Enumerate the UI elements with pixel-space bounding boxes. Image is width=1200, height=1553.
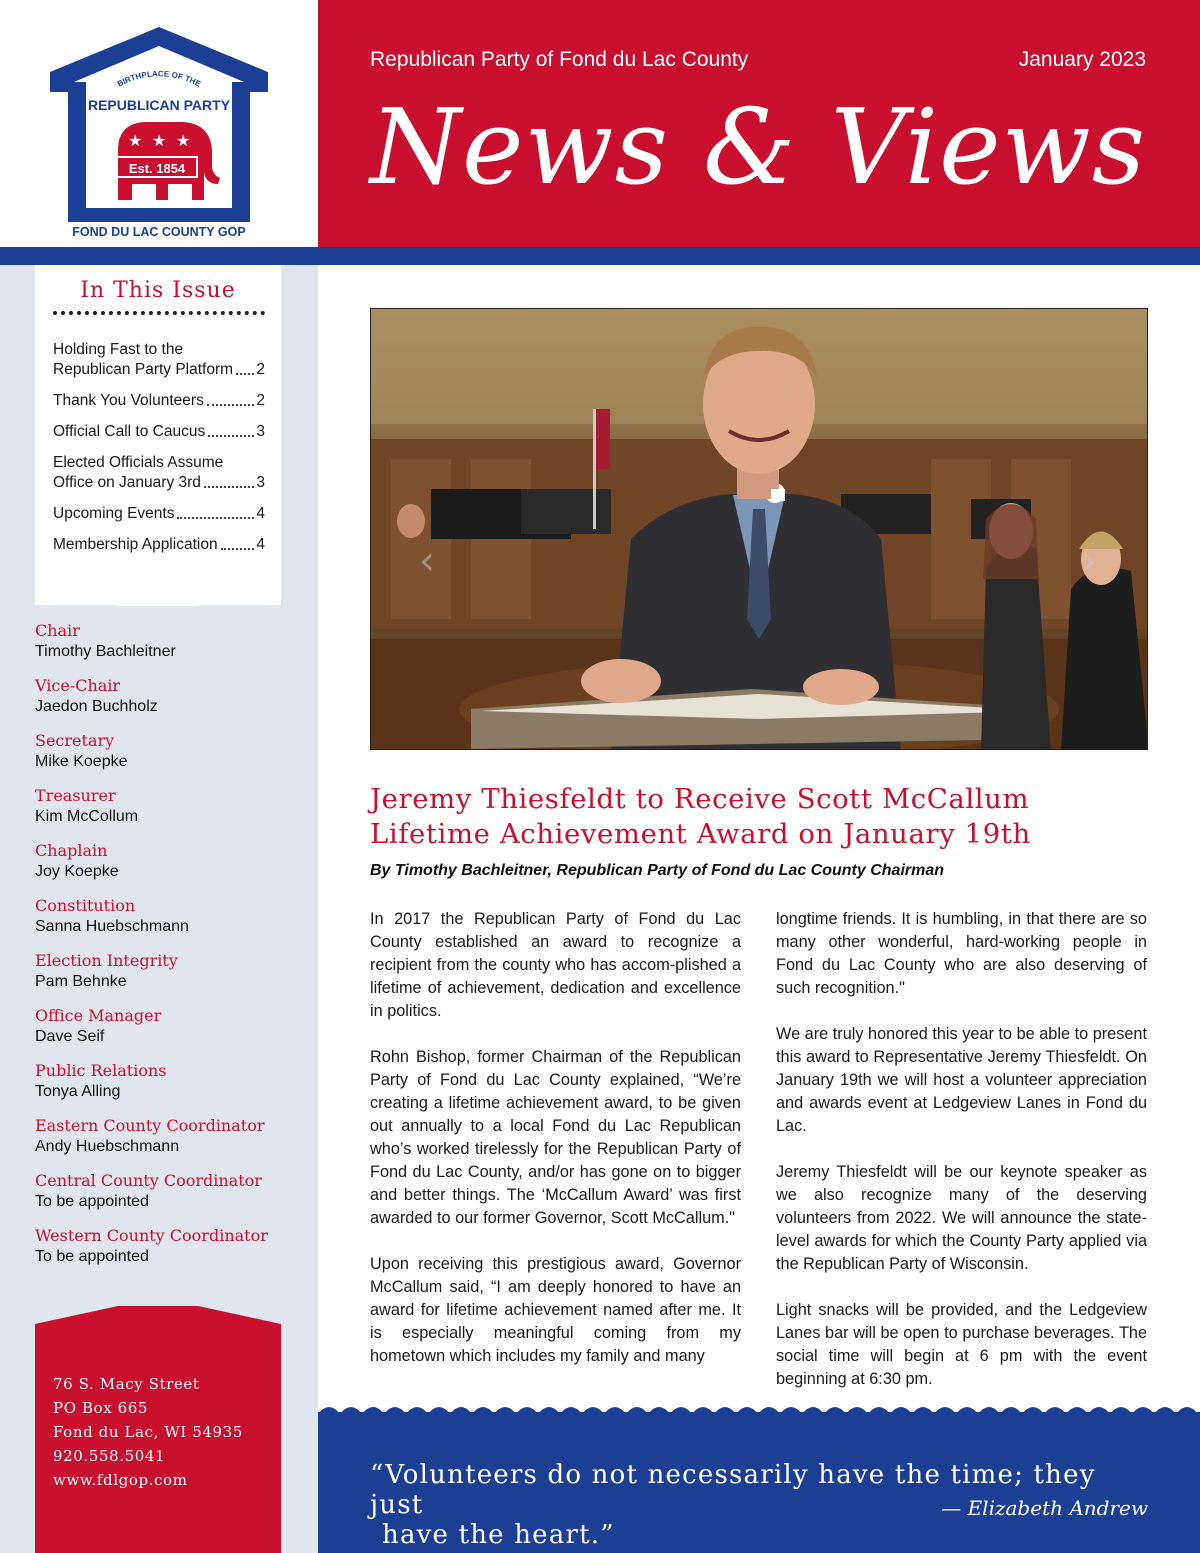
toc-item-title: Thank You Volunteers [53, 392, 204, 409]
officer-entry [35, 675, 305, 718]
logo-party: REPUBLICAN PARTY [87, 97, 231, 113]
photo-illustration [371, 309, 1148, 750]
toc-item-line1: Holding Fast to the [53, 341, 184, 358]
header-divider [0, 247, 1200, 265]
toc-item[interactable] [53, 422, 265, 442]
toc-item-title: Membership Application [53, 536, 218, 553]
officer-entry [35, 950, 305, 993]
officer-name: Dave Seif [35, 1028, 105, 1045]
officer-name: Pam Behnke [35, 973, 127, 990]
officer-entry [35, 840, 305, 883]
contact-street: 76 S. Macy Street [53, 1375, 200, 1393]
article-photo [370, 308, 1148, 750]
paragraph: We are truly honored this year to be able to present this award to Representative Jeremy Thiesfeldt. On January 19th we will host a volunteer appreciation and awards event at Ledgeview Lanes in Fond du Lac. [776, 1025, 1147, 1135]
toc-item-page: 3 [256, 423, 265, 440]
contact-info [53, 1372, 243, 1492]
officer-list [35, 620, 305, 1280]
headline-line-2: Lifetime Achievement Award on January 19th [370, 818, 1031, 850]
officer-entry [35, 1115, 305, 1158]
paragraph: Light snacks will be provided, and the Ledgeview Lanes bar will be open to purchase beverages. The social time will begin at 6 pm with the event beginning at 6:30 pm. [776, 1301, 1147, 1388]
paragraph: In 2017 the Republican Party of Fond du Lac County established an award to recognize a recipient from the county who has accom-plished a lifetime of achievement, dedication and excellence in politics. [370, 910, 741, 1020]
officer-entry [35, 1005, 305, 1048]
logo-org-name: FOND DU LAC COUNTY GOP [72, 225, 246, 239]
contact-city: Fond du Lac, WI 54935 [53, 1423, 243, 1441]
gop-logo [0, 0, 318, 247]
paragraph: Upon receiving this prestigious award, Governor McCallum said, “I am deeply honored to have an award for lifetime achievement named after me. It is especially meaningful coming from my hometown which includes my family and many [370, 1255, 741, 1365]
article-byline: By Timothy Bachleitner, Republican Party of Fond du Lac County Chairman [370, 862, 945, 879]
toc-item-page: 4 [256, 505, 265, 522]
officer-role: Eastern County Coordinator [35, 1116, 265, 1135]
officer-entry [35, 1060, 305, 1103]
officer-entry [35, 895, 305, 938]
officer-entry [35, 730, 305, 773]
quote-line-2: have the heart.” [382, 1520, 615, 1550]
officer-role: Vice-Chair [35, 676, 121, 695]
wave-border [318, 1400, 1200, 1426]
header-org: Republican Party of Fond du Lac County [370, 48, 749, 71]
toc-item[interactable] [53, 391, 265, 411]
officer-name: Sanna Huebschmann [35, 918, 189, 935]
article-column-2 [776, 908, 1147, 1414]
toc-item[interactable] [53, 453, 265, 493]
logo-area [0, 0, 318, 247]
svg-text:★: ★ [128, 131, 143, 150]
officer-role: Public Relations [35, 1061, 167, 1080]
contact-website[interactable]: www.fdlgop.com [53, 1471, 188, 1489]
quote-author: — Elizabeth Andrew [941, 1496, 1148, 1520]
officer-role: Chair [35, 621, 80, 640]
contact-po-box: PO Box 665 [53, 1399, 149, 1417]
toc-item[interactable] [53, 535, 265, 555]
toc-item-page: 3 [256, 474, 265, 491]
officer-name: To be appointed [35, 1193, 149, 1210]
contact-phone[interactable]: 920.558.5041 [53, 1447, 166, 1465]
chevron-right-icon[interactable]: › [1081, 538, 1097, 584]
toc-item-page: 4 [256, 536, 265, 553]
toc-item-title: Official Call to Caucus [53, 423, 206, 440]
headline-line-1: Jeremy Thiesfeldt to Receive Scott McCallum [370, 783, 1030, 815]
svg-text:★: ★ [176, 131, 191, 150]
toc-item[interactable] [53, 504, 265, 524]
officer-name: Timothy Bachleitner [35, 643, 176, 660]
newsletter-title: News & Views [370, 86, 1147, 208]
paragraph: Jeremy Thiesfeldt will be our keynote speaker as we also recognize many of the deserving volunteers from 2022. We will announce the state-level awards for which the County Party applied via the Republican Party of Wisconsin. [776, 1163, 1147, 1273]
toc-item-line1: Elected Officials Assume [53, 454, 224, 471]
svg-text:★: ★ [152, 131, 167, 150]
officer-role: Western County Coordinator [35, 1226, 268, 1245]
officer-name: Kim McCollum [35, 808, 139, 825]
toc-item-title: Republican Party Platform [53, 361, 234, 378]
officer-role: Secretary [35, 731, 115, 750]
contact-roof [35, 1306, 281, 1332]
officer-role: Central County Coordinator [35, 1171, 262, 1190]
toc-item-title: Upcoming Events [53, 505, 175, 522]
officer-role: Election Integrity [35, 951, 178, 970]
toc-list [53, 340, 265, 566]
toc-pointer [35, 560, 281, 608]
header-date: January 2023 [1018, 48, 1146, 71]
officer-name: To be appointed [35, 1248, 149, 1265]
toc-item-title: Office on January 3rd [53, 474, 201, 491]
officer-role: Treasurer [35, 786, 116, 805]
paragraph: longtime friends. It is humbling, in that there are so many other wonderful, hard-working people in Fond du Lac County who are also deserving of such recognition." [776, 910, 1147, 997]
officer-name: Tonya Alling [35, 1083, 121, 1100]
article-column-1 [370, 908, 741, 1391]
officer-entry [35, 620, 305, 663]
logo-established: Est. 1854 [128, 161, 186, 176]
officer-name: Joy Koepke [35, 863, 119, 880]
quote-line-1: “Volunteers do not necessarily have the time; they just [370, 1460, 1096, 1520]
officer-entry [35, 1225, 305, 1268]
toc-item-page: 2 [256, 361, 265, 378]
officer-name: Jaedon Buchholz [35, 698, 158, 715]
officer-name: Mike Koepke [35, 753, 128, 770]
article-headline [370, 782, 1150, 852]
officer-entry [35, 785, 305, 828]
officer-role: Constitution [35, 896, 136, 915]
officer-name: Andy Huebschmann [35, 1138, 180, 1155]
officer-role: Office Manager [35, 1006, 162, 1025]
officer-entry [35, 1170, 305, 1213]
toc-title: In This Issue [80, 278, 236, 303]
paragraph: Rohn Bishop, former Chairman of the Republican Party of Fond du Lac County explained, “We’re creating a lifetime achievement award, to be given out annually to a local Fond du Lac Republican who’s worked tirelessly for the Republican Party of Fond du Lac County, and/or has gone on to bigger and better things. The ‘McCallum Award’ was first awarded to our former Governor, Scott McCallum." [370, 1048, 741, 1227]
chevron-left-icon[interactable]: ‹ [419, 538, 435, 584]
toc-item[interactable] [53, 340, 265, 380]
logo-arc-text: BIRTHPLACE OF THE [115, 69, 203, 89]
toc-item-page: 2 [256, 392, 265, 409]
toc-divider [53, 311, 265, 315]
officer-role: Chaplain [35, 841, 108, 860]
